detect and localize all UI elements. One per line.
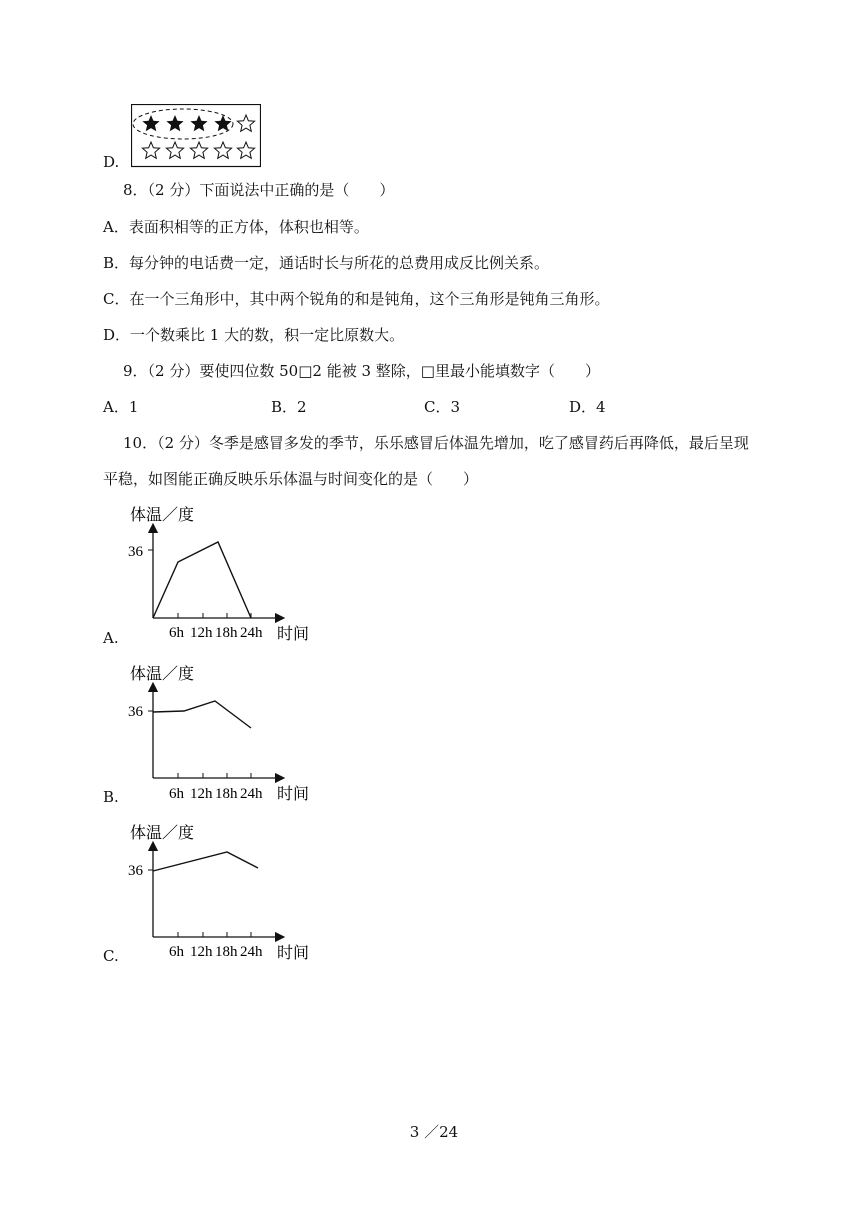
graph-c-xtick: 18h [215,944,238,960]
star-filled-icon [190,115,207,131]
graph-c-xtick: 6h [169,944,184,960]
graph-a-xtick: 18h [215,625,238,641]
star-empty-icon [190,142,207,158]
graph-a-xtick: 12h [190,625,213,641]
q10-stem-line1: 10．（2 分）冬季是感冒多发的季节，乐乐感冒后体温先增加，吃了感冒药后再降低，最后呈现 [123,434,749,452]
q9-options [103,397,663,417]
graph-c [120,818,320,968]
graph-c-xlabel: 时间 [277,945,310,962]
q9-option-c: C．3 [424,398,461,416]
graph-a-option-label: A. [103,629,119,647]
graph-b-ylabel: 体温／度 [130,666,195,683]
graph-a-xtick: 6h [169,625,184,641]
q9-option-d: D．4 [569,398,606,416]
graph-a [120,500,320,650]
graph-b-xtick: 18h [215,786,238,802]
star-filled-icon [214,115,231,131]
graph-a-xlabel: 时间 [277,626,310,643]
q8-stem: 8．（2 分）下面说法中正确的是（ ） [123,181,395,199]
graph-c-line [153,852,258,871]
graph-b-xlabel: 时间 [277,786,310,803]
page-number: 3 ／24 [409,1123,459,1141]
graph-a-ylabel: 体温／度 [130,507,195,524]
q8-option-d: D．一个数乘比 1 大的数，积一定比原数大。 [103,326,405,344]
graph-b-ytick: 36 [128,704,143,720]
stars-figure [131,104,261,168]
graph-b-option-label: B. [103,788,119,806]
star-empty-icon [237,115,254,131]
graph-c-option-label: C. [103,947,119,965]
graph-c-xtick: 12h [190,944,213,960]
q9-stem: 9．（2 分）要使四位数 50□2 能被 3 整除，□里最小能填数字（ ） [123,362,600,380]
graph-b-line [153,701,251,728]
graph-c-ylabel: 体温／度 [130,825,195,842]
q9-option-a: A．1 [103,398,139,416]
q8-option-a: A．表面积相等的正方体，体积也相等。 [103,218,369,236]
q8-option-b: B．每分钟的电话费一定，通话时长与所花的总费用成反比例关系。 [103,254,550,272]
star-filled-icon [142,115,159,131]
graph-b-xtick: 24h [240,786,263,802]
star-empty-icon [237,142,254,158]
q7-option-d-label: D. [103,153,120,171]
star-empty-icon [142,142,159,158]
graph-b-xtick: 12h [190,786,213,802]
graph-a-ytick: 36 [128,544,143,560]
q9-option-b: B．2 [271,398,307,416]
star-empty-icon [214,142,231,158]
q10-stem-line2: 平稳，如图能正确反映乐乐体温与时间变化的是（ ） [103,470,479,488]
graph-c-xtick: 24h [240,944,263,960]
graph-b-xtick: 6h [169,786,184,802]
graph-b [120,660,320,810]
graph-a-xtick: 24h [240,625,263,641]
graph-c-ytick: 36 [128,863,143,879]
q8-option-c: C．在一个三角形中，其中两个锐角的和是钝角，这个三角形是钝角三角形。 [103,290,610,308]
star-filled-icon [166,115,183,131]
star-empty-icon [166,142,183,158]
graph-a-line [153,542,251,618]
